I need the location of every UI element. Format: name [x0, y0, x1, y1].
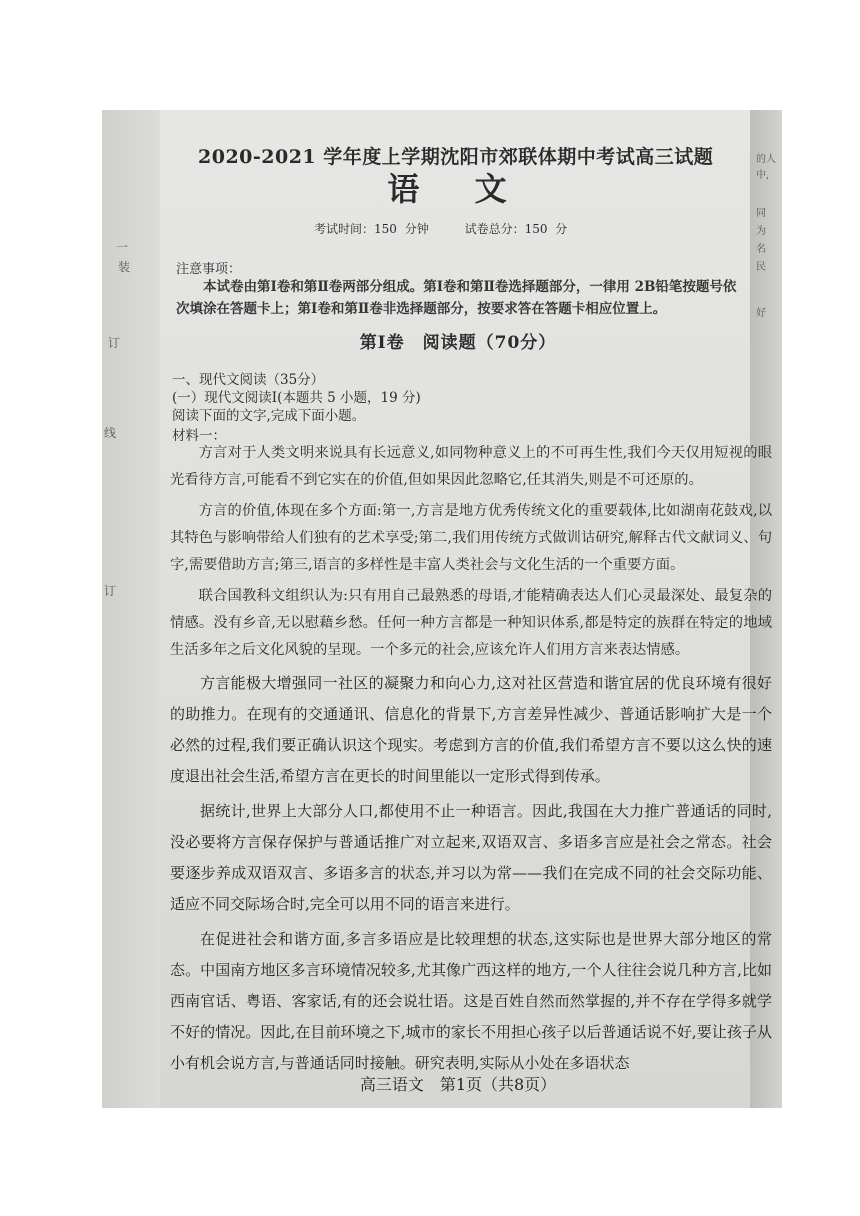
side-mark: 名 — [756, 244, 766, 255]
paragraph: 联合国教科文组织认为:只有用自己最熟悉的母语,才能精确表达人们心灵最深处、最复杂的情感。没有乡音,无以慰藉乡愁。任何一种方言都是一种知识体系,都是特定的族群在特定的地域生活多年之后文化风貌的呈现。一个多元的社会,应该允许人们用方言来表达情感。 — [170, 588, 772, 658]
side-mark: 好 — [756, 308, 766, 319]
binding-mark: 一 — [116, 240, 129, 254]
binding-mark: 订 — [104, 584, 117, 598]
exam-meta — [314, 220, 595, 237]
paragraph: 方言能极大增强同一社区的凝聚力和向心力,这对社区营造和谐宜居的优良环境有很好的助推力。在现有的交通通讯、信息化的背景下,方言差异性减少、普通话影响扩大是一个必然的过程,我们要正确认识这个现实。考虑到方言的价值,我们希望方言不要以这么快的速度退出社会生活,希望方言在更长的时间里能以一定形式得到传承。 — [170, 674, 772, 785]
paragraph: 据统计,世界上大部分人口,都使用不止一种语言。因此,我国在大力推广普通话的同时,没必要将方言保存保护与普通话推广对立起来,双语双言、多语多言应是社会之常态。社会要逐步养成双语双言、多语多言的状态,并习以为常——我们在完成不同的社会交际功能、适应不同交际场合时,完全可以用不同的语言来进行。 — [170, 802, 772, 913]
exam-title: 2020-2021 学年度上学期沈阳市郊联体期中考试高三试题 — [198, 146, 714, 168]
side-mark: 的人 — [756, 154, 776, 165]
notice-heading: 注意事项： — [176, 262, 242, 277]
exam-time: 考试时间：150 分钟 — [314, 222, 429, 236]
passage — [170, 440, 772, 1083]
paragraph: 方言的价值,体现在多个方面:第一,方言是地方优秀传统文化的重要载体,比如湖南花鼓戏,以其特色与影响带给人们独有的艺术享受;第二,我们用传统方式做训诂研究,解释古代文献词义、句字,需要借助方言;第三,语言的多样性是丰富人类社会与文化生活的一个重要方面。 — [170, 503, 772, 573]
binding-mark: 装 — [118, 260, 131, 274]
side-mark: 民 — [756, 262, 766, 273]
side-mark: 同 — [756, 208, 766, 219]
part-heading: 一、现代文阅读（35分） — [172, 372, 325, 388]
section-title: 第Ⅰ卷 阅读题（70分） — [359, 333, 557, 353]
material-label: 材料一： — [172, 428, 226, 444]
side-mark: 为 — [756, 226, 766, 237]
side-mark: 中, — [756, 170, 770, 181]
paragraph: 在促进社会和谐方面,多言多语应是比较理想的状态,这实际也是世界大部分地区的常态。中国南方地区多言环境情况较多,尤其像广西这样的地方,一个人往往会说几种方言,比如西南官话、粤语、客家话,有的还会说壮语。这是百姓自然而然掌握的,并不存在学得多就学不好的情况。因此,在目前环境之下,城市的家长不用担心孩子以后普通话说不好,要让孩子从小有机会说方言,与普通话同时接触。研究表明,实际从小处在多语状态 — [170, 930, 772, 1072]
subpart-heading: (一）现代文阅读Ⅰ(本题共 5 小题，19 分) — [172, 390, 421, 406]
binding-mark: 订 — [108, 336, 121, 350]
binding-margin — [102, 110, 160, 1108]
paragraph: 方言对于人类文明来说具有长远意义,如同物种意义上的不可再生性,我们今天仅用短视的眼光看待方言,可能看不到它实在的价值,但如果因此忽略它,任其消失,则是不可还原的。 — [170, 445, 772, 488]
binding-mark: 线 — [104, 426, 117, 440]
subject-title: 语 文 — [387, 170, 529, 208]
page-footer: 高三语文 第1页（共8页） — [359, 1075, 557, 1094]
exam-total: 试卷总分：150 分 — [464, 222, 568, 236]
instruction: 阅读下面的文字,完成下面小题。 — [172, 408, 366, 424]
notice-text: 本试卷由第Ⅰ卷和第Ⅱ卷两部分组成。第Ⅰ卷和第Ⅱ卷选择题部分，一律用 2B铅笔按题号依次填涂在答题卡上；第Ⅰ卷和第Ⅱ卷非选择题部分，按要求答在答题卡相应位置上。 — [176, 279, 737, 317]
photo-frame — [102, 110, 782, 1108]
